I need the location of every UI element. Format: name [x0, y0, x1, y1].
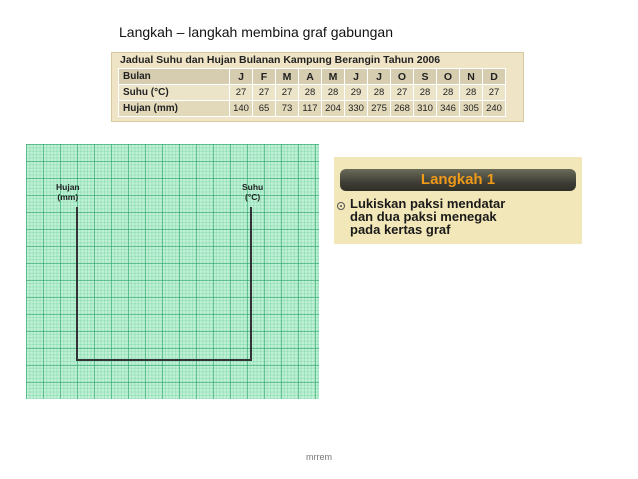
table-row-hujan	[119, 101, 506, 117]
step-title: Langkah 1	[420, 171, 496, 188]
left-vertical-axis	[76, 207, 78, 360]
step-card	[334, 157, 582, 244]
row-label: Suhu (°C)	[119, 85, 230, 101]
footer-text: mrrem	[306, 452, 332, 462]
right-vertical-axis	[250, 207, 252, 360]
step-line: Lukiskan paksi mendatar	[350, 196, 506, 211]
month-cell: S	[414, 69, 437, 85]
data-table-image	[111, 52, 524, 122]
month-cell: O	[437, 69, 460, 85]
table-cell: 346	[437, 101, 460, 117]
table-cell: 275	[368, 101, 391, 117]
month-cell: J	[345, 69, 368, 85]
month-cell: M	[322, 69, 345, 85]
graph-paper	[26, 144, 319, 399]
table-cell: 28	[368, 85, 391, 101]
table-title: Jadual Suhu dan Hujan Bulanan Kampung Berangin Tahun 2006	[120, 54, 441, 66]
step-title-bar	[340, 169, 576, 191]
table-cell: 27	[276, 85, 299, 101]
month-cell: M	[276, 69, 299, 85]
step-line: pada kertas graf	[350, 222, 451, 237]
table-cell: 28	[414, 85, 437, 101]
right-axis-label-line1: Suhu	[242, 182, 264, 192]
table-header-row	[119, 69, 506, 85]
table-cell: 28	[299, 85, 322, 101]
horizontal-axis	[76, 359, 252, 361]
table-cell: 28	[437, 85, 460, 101]
month-cell: J	[368, 69, 391, 85]
table-cell: 27	[230, 85, 253, 101]
step-instructions	[350, 197, 505, 236]
step-line: dan dua paksi menegak	[350, 209, 497, 224]
table-cell: 73	[276, 101, 299, 117]
right-axis-label-line2: (°C)	[245, 192, 261, 202]
table-cell: 27	[391, 85, 414, 101]
table-cell: 27	[253, 85, 276, 101]
left-axis-label-line1: Hujan	[56, 182, 80, 192]
table-cell: 28	[460, 85, 483, 101]
table-cell: 310	[414, 101, 437, 117]
slide-heading: Langkah – langkah membina graf gabungan	[119, 24, 393, 40]
month-cell: F	[253, 69, 276, 85]
table-cell: 27	[483, 85, 506, 101]
table-cell: 29	[345, 85, 368, 101]
month-cell: A	[299, 69, 322, 85]
header-label: Bulan	[119, 69, 230, 85]
left-axis-label-line2: (mm)	[57, 192, 79, 202]
table-cell: 28	[322, 85, 345, 101]
table-cell: 240	[483, 101, 506, 117]
table-cell: 268	[391, 101, 414, 117]
month-cell: O	[391, 69, 414, 85]
table-cell: 117	[299, 101, 322, 117]
table-cell: 330	[345, 101, 368, 117]
right-axis-label	[242, 182, 263, 202]
bullet-icon	[337, 202, 345, 210]
left-axis-label	[56, 182, 80, 202]
table-cell: 204	[322, 101, 345, 117]
table-row-suhu	[119, 85, 506, 101]
table-cell: 65	[253, 101, 276, 117]
data-table	[118, 68, 506, 117]
month-cell: J	[230, 69, 253, 85]
table-cell: 140	[230, 101, 253, 117]
month-cell: N	[460, 69, 483, 85]
row-label: Hujan (mm)	[119, 101, 230, 117]
month-cell: D	[483, 69, 506, 85]
table-cell: 305	[460, 101, 483, 117]
